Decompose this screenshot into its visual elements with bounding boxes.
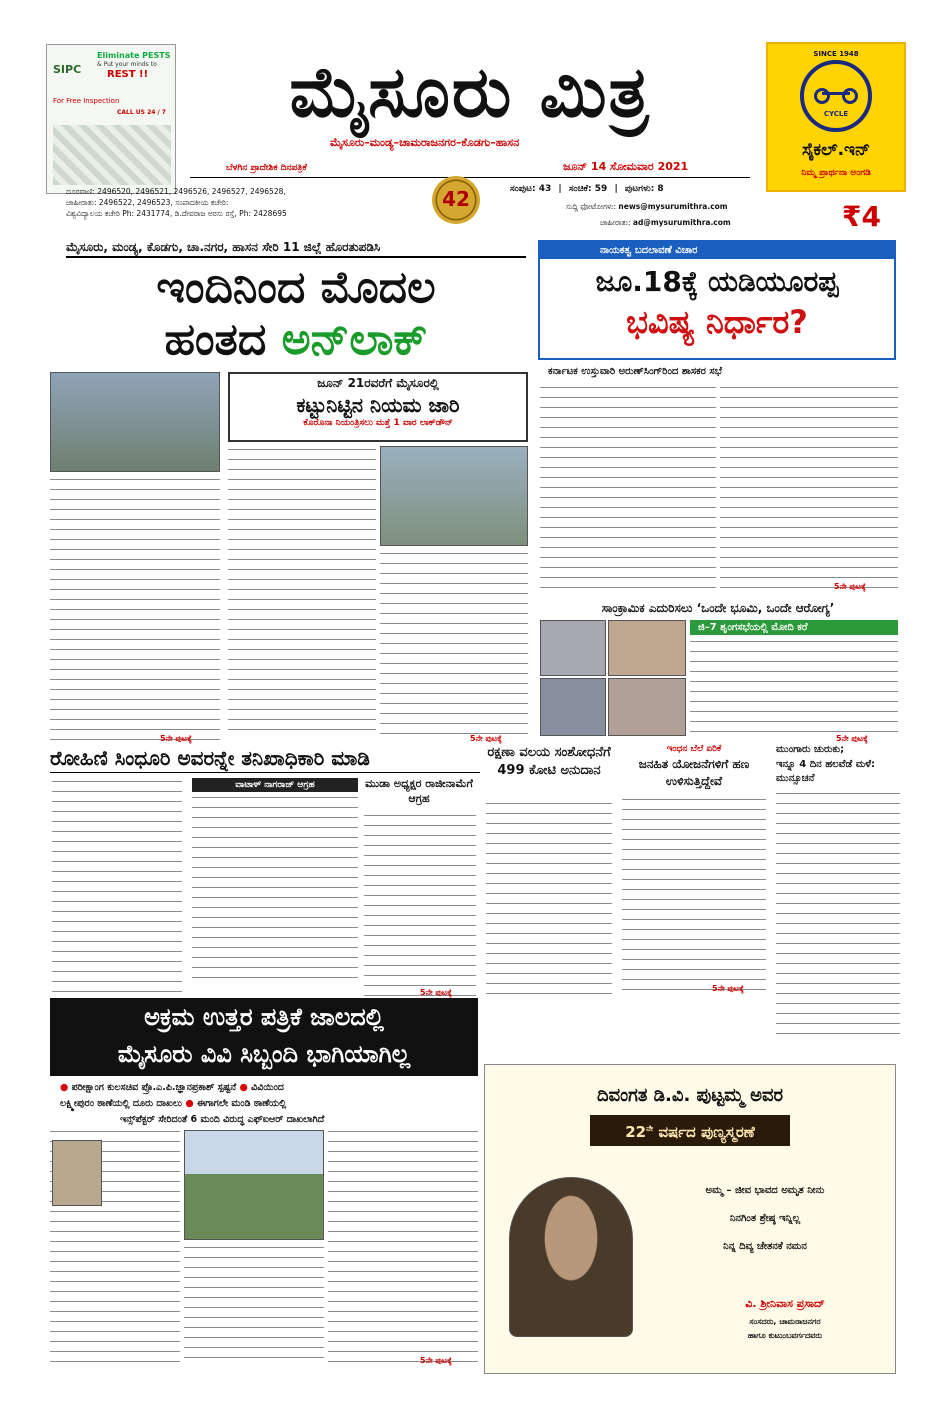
mysuru-rules-continuation[interactable]: 5ನೇ ಪುಟಕ್ಕೆ <box>470 734 502 743</box>
g7-photo-2 <box>608 620 686 676</box>
rohini-body-1 <box>52 778 182 998</box>
ad-email-row <box>600 218 840 228</box>
defence-body <box>486 800 612 998</box>
anniversary-emblem <box>424 168 488 230</box>
obituary-title: ದಿವಂಗತ ಡಿ.ವಿ. ಪುಟ್ಟಮ್ಮ ಅವರ <box>596 1085 784 1106</box>
muda-headline: ಮುಡಾ ಅಧ್ಯಕ್ಷರ ರಾಜೀನಾಮೆಗೆ ಆಗ್ರಹ <box>365 777 473 805</box>
muda-body <box>364 812 476 998</box>
monsoon-headline: ಇನ್ನೂ 4 ದಿನ ಹಲವೆಡೆ ಮಳೆ: ಮುನ್ಸೂಚನೆ <box>776 759 876 784</box>
unlock-body <box>50 476 220 746</box>
yediyurappa-box <box>538 240 896 360</box>
phone-block <box>66 186 416 219</box>
exam-bullet-3: ಲಕ್ಷ್ಮೀಪುರಂ ಠಾಣೆಯಲ್ಲಿ ದೂರು ದಾಖಲು <box>60 1098 183 1109</box>
yediyurappa-headline-1: ಜೂ.18ಕ್ಕೆ ಯಡಿಯೂರಪ್ಪ <box>595 265 839 298</box>
g7-photo-4 <box>608 678 686 736</box>
defence-headline: ರಕ್ಷಣಾ ವಲಯ ಸಂಶೋಧನೆಗೆ 499 ಕೋಟಿ ಅನುದಾನ <box>487 745 611 778</box>
phone-univ: ವಿಶ್ವವಿದ್ಯಾಲಯ ಕಚೇರಿ Ph: 2431774, ಡಿ.ದೇವರಾಜ ಅರಸು ರಸ್ತೆ, Ph: 2428695 <box>66 209 287 218</box>
rohini-box-title: ವಾಟಾಳ್ ನಾಗರಾಜ್ ಆಗ್ರಹ <box>192 778 358 792</box>
phone-office: ದೂರವಾಣಿ: 2496520, 2496521, 2496526, 2496527, 2496528, <box>66 187 286 196</box>
rohini-rule <box>50 772 480 773</box>
muda-continuation[interactable]: 5ನೇ ಪುಟಕ್ಕೆ <box>420 988 452 997</box>
lead-kicker-rule <box>66 256 526 258</box>
exam-body-3 <box>328 1128 478 1366</box>
mysuru-rules-subhead: ಕೊರೊನಾ ನಿಯಂತ್ರಿಸಲು ಮತ್ತೆ 1 ವಾರ ಲಾಕ್‌ಡೌನ್ <box>303 418 453 428</box>
issue-info: ಸಂಪುಟ: 43 | ಸಂಚಿಕೆ: 59 | ಪುಟಗಳು: 8 <box>510 184 664 194</box>
obituary-signed: ವಿ. ಶ್ರೀನಿವಾಸ ಪ್ರಸಾದ್ <box>745 1297 825 1310</box>
mysuru-rules-body-2 <box>380 550 528 736</box>
exam-headline-box <box>50 998 478 1076</box>
rohini-body-2 <box>192 794 358 984</box>
traffic-photo <box>50 372 220 472</box>
obituary-portrait <box>509 1177 633 1337</box>
news-email-row <box>566 202 806 212</box>
yediyurappa-body-1 <box>540 384 716 594</box>
obituary-anniv <box>590 1115 790 1146</box>
pest-ad-illustration <box>53 125 171 185</box>
monsoon-body <box>776 790 900 1034</box>
cycle-icon <box>814 86 858 106</box>
cycle-ad <box>766 42 906 192</box>
fuel-body <box>622 796 766 992</box>
obituary-signed-family: ಹಾಗೂ ಕುಟುಂಬವರ್ಗದವರು <box>747 1331 823 1340</box>
obituary-line-2: ನಿನಗಿಂತ ಶ್ರೇಷ್ಠ ಇನ್ನಿಲ್ಲ <box>729 1213 801 1224</box>
obituary-anniv-num: 22 <box>625 1123 647 1141</box>
exam-bullets <box>60 1080 470 1128</box>
pest-ad-line2: & Put your minds to <box>97 61 157 68</box>
rohini-headline: ರೋಹಿಣಿ ಸಿಂಧೂರಿ ಅವರನ್ನೇ ತನಿಖಾಧಿಕಾರಿ ಮಾಡಿ <box>50 746 370 770</box>
anniversary-number: 42 <box>442 187 470 211</box>
pest-ad-brand: SIPC <box>53 63 82 76</box>
lead-headline-1: ಇಂದಿನಿಂದ ಮೊದಲ <box>156 262 436 313</box>
bullet-icon: ● <box>185 1098 194 1109</box>
yediyurappa-subhead: ಕರ್ನಾಟಕ ಉಸ್ತುವಾರಿ ಅರುಣ್‌ಸಿಂಗ್‌ರಿಂದ ಶಾಸಕರ ಸಭೆ <box>548 366 722 377</box>
volume: ಸಂಪುಟ: 43 <box>510 184 552 194</box>
news-email-label: ಸುದ್ದಿ ಫೋಟೋಗಳು: <box>566 202 617 211</box>
lead-headline-2a: ಹಂತದ <box>164 314 267 365</box>
masthead-regions: ಮೈಸೂರು–ಮಂಡ್ಯ–ಚಾಮರಾಜನಗರ–ಕೊಡಗು–ಹಾಸನ <box>330 136 520 149</box>
obituary-anniv-sup: ನೇ <box>646 1124 654 1133</box>
cycle-slogan: ನಿಮ್ಮ ಪ್ರಾರ್ಥನಾ ಅಂಗಡಿ <box>801 168 871 178</box>
fuel-kicker: ಇಂಧನ ಬೆಲೆ ಏರಿಕೆ <box>666 744 722 754</box>
exam-bullet-2: ವಿವಿಯಿಂದ <box>251 1082 284 1093</box>
news-email[interactable]: news@mysurumithra.com <box>618 202 728 211</box>
obituary-anniv-text: ವರ್ಷದ ಪುಣ್ಯಸ್ಮರಣೆ <box>658 1123 755 1141</box>
fuel-headline: ಜನಹಿತ ಯೋಜನೆಗಳಿಗೆ ಹಣ ಉಳಿಸುತ್ತಿದ್ದೇವೆ <box>638 757 750 788</box>
yediyurappa-kicker: ನಾಯಕತ್ವ ಬದಲಾವಣೆ ವಿಚಾರ <box>540 242 894 259</box>
monsoon-kicker: ಮುಂಗಾರು ಚುರುಕು; <box>776 744 845 755</box>
obituary-box <box>484 1064 896 1374</box>
obituary-line-3: ನಿನ್ನ ದಿವ್ಯ ಚೇತನಕೆ ನಮನ <box>723 1241 807 1252</box>
g7-body <box>690 638 898 734</box>
police-barricade-photo <box>380 446 528 546</box>
bullet-icon: ● <box>239 1082 248 1093</box>
pest-ad-line3: REST !! <box>107 69 149 80</box>
obituary-line-1: ಅಮ್ಮ – ಜೀವ ಭಾವದ ಅಮೃತ ನೀನು <box>705 1185 825 1196</box>
masthead-date: ಜೂನ್ 14 ಸೋಮವಾರ 2021 <box>563 160 689 173</box>
price: ₹4 <box>842 200 881 233</box>
exam-continuation[interactable]: 5ನೇ ಪುಟಕ್ಕೆ <box>420 1356 452 1365</box>
cycle-word: CYCLE <box>823 110 849 118</box>
phone-ad: ಜಾಹೀರಾತು: 2496522, 2496523, ಸಂಪಾದಕೀಯ ಕಚೇರಿ: <box>66 198 229 207</box>
yediyurappa-body-2 <box>720 384 898 594</box>
fuel-continuation[interactable]: 5ನೇ ಪುಟಕ್ಕೆ <box>712 984 744 993</box>
g7-photo-3 <box>540 678 606 736</box>
lead-headline-2 <box>66 314 526 366</box>
obituary-signed-title: ಸಂಸದರು, ಚಾಮರಾಜನಗರ <box>749 1317 821 1326</box>
mysuru-rules-headline: ಕಟ್ಟುನಿಟ್ಟಿನ ನಿಯಮ ಜಾರಿ <box>296 393 460 417</box>
ad-email[interactable]: ad@mysurumithra.com <box>632 218 731 227</box>
pest-ad-call: CALL US 24 / 7 <box>117 109 166 116</box>
masthead-title: ಮೈಸೂರು ಮಿತ್ರ <box>289 51 651 133</box>
exam-headline-1: ಅಕ್ರಮ ಉತ್ತರ ಪತ್ರಿಕೆ ಜಾಲದಲ್ಲಿ <box>144 1003 384 1031</box>
gnanaprakash-photo <box>52 1140 102 1206</box>
university-photo <box>184 1130 324 1240</box>
issue: ಸಂಚಿಕೆ: 59 <box>568 184 608 194</box>
exam-bullet-1: ಪರೀಕ್ಷಾಂಗ ಕುಲಸಚಿವ ಪ್ರೊ.ಎ.ಪಿ.ಜ್ಞಾನಪ್ರಕಾಶ್ ಸ್ಪಷ್ಟನೆ <box>71 1082 237 1093</box>
pest-ad-line1: Eliminate PESTS <box>97 51 171 60</box>
pest-ad-free: For Free Inspection <box>53 97 120 105</box>
mysuru-rules-body-1 <box>228 446 376 736</box>
lead-kicker: ಮೈಸೂರು, ಮಂಡ್ಯ, ಕೊಡಗು, ಚಾ.ನಗರ, ಹಾಸನ ಸೇರಿ 11 ಜಿಲ್ಲೆ ಹೊರತುಪಡಿಸಿ <box>66 240 381 254</box>
g7-subhead: ಜಿ–7 ಶೃಂಗಸಭೆಯಲ್ಲಿ ಮೋದಿ ಕರೆ <box>690 620 898 635</box>
bullet-icon: ● <box>60 1082 69 1093</box>
exam-body-2 <box>184 1244 324 1366</box>
g7-photo-1 <box>540 620 606 676</box>
exam-bullet-4: ಈಗಾಗಲೇ ಮಂಡಿ ಠಾಣೆಯಲ್ಲಿ <box>196 1098 287 1109</box>
g7-continuation[interactable]: 5ನೇ ಪುಟಕ್ಕೆ <box>836 734 868 743</box>
mysuru-rules-kicker: ಜೂನ್ 21ರವರೆಗೆ ಮೈಸೂರಲ್ಲಿ <box>317 376 439 390</box>
yediyurappa-headline-2: ಭವಿಷ್ಯ ನಿರ್ಧಾರ? <box>626 303 808 341</box>
yediyurappa-continuation[interactable]: 5ನೇ ಪುಟಕ್ಕೆ <box>834 582 866 591</box>
g7-headline: ಸಾಂಕ್ರಾಮಿಕ ಎದುರಿಸಲು ‘ಒಂದೇ ಭೂಮಿ, ಒಂದೇ ಆರೋಗ್ಯ’ <box>601 601 835 615</box>
masthead-tagline: ಬೆಳಗಿನ ಪ್ರಾದೇಶಿಕ ದಿನಪತ್ರಿಕೆ <box>226 163 307 173</box>
pest-ad <box>46 44 176 194</box>
exam-headline-2: ಮೈಸೂರು ವಿವಿ ಸಿಬ್ಬಂದಿ ಭಾಗಿಯಾಗಿಲ್ಲ <box>117 1040 411 1068</box>
exam-bullet-5: ಇನ್ಸ್‌ಪೆಕ್ಟರ್ ಸೇರಿದಂತೆ 6 ಮಂದಿ ವಿರುದ್ಧ ಎಫ್‌ಐಆರ್ ದಾಖಲಾಗಿದೆ <box>120 1114 325 1125</box>
cycle-brand: ಸೈಕಲ್.ಇನ್ <box>801 140 871 160</box>
mysuru-rules-box <box>228 372 528 442</box>
pages: ಪುಟಗಳು: 8 <box>624 184 664 194</box>
cycle-since: SINCE 1948 <box>813 50 859 58</box>
ad-email-label: ಜಾಹೀರಾತು: <box>600 218 631 227</box>
lead-headline-2b: ಅನ್‌ಲಾಕ್ <box>281 314 428 365</box>
cycle-logo <box>800 60 872 132</box>
unlock-continuation[interactable]: 5ನೇ ಪುಟಕ್ಕೆ <box>160 734 192 743</box>
